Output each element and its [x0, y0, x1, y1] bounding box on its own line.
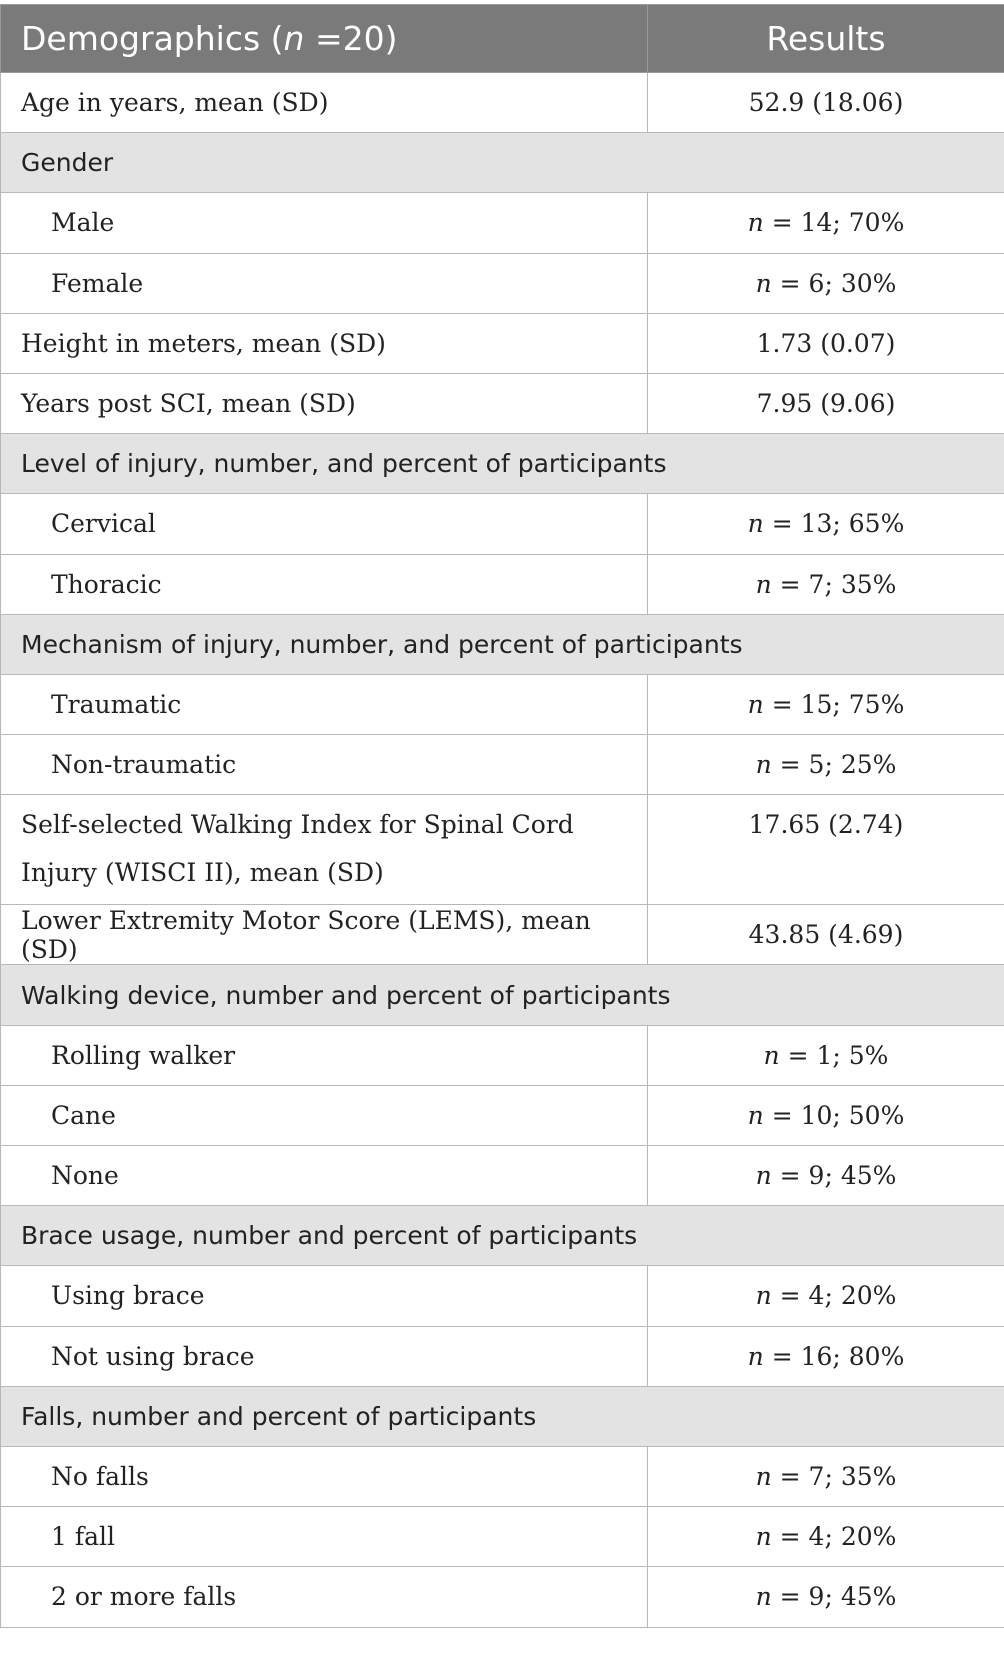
section-header-row [1, 434, 1004, 494]
section-header-label: Walking device, number and percent of participants [1, 965, 1004, 1025]
value-count-percent: = 4; 20% [771, 1522, 897, 1552]
table-row [1, 795, 1004, 905]
table-row [1, 1085, 1004, 1145]
row-value: 17.65 (2.74) [648, 795, 1004, 905]
row-label: No falls [1, 1446, 648, 1506]
value-count-percent: = 14; 70% [763, 208, 905, 238]
header-demographics [1, 5, 648, 73]
table-row [1, 73, 1004, 133]
value-count-percent: = 4; 20% [771, 1281, 897, 1311]
section-header-label: Level of injury, number, and percent of participants [1, 434, 1004, 494]
row-label: Cervical [1, 494, 648, 554]
value-count-percent: = 5; 25% [771, 750, 897, 780]
row-label: Height in meters, mean (SD) [1, 313, 648, 373]
section-header-row [1, 1386, 1004, 1446]
section-header-label: Gender [1, 133, 1004, 193]
table-body [1, 73, 1004, 1628]
row-label: Traumatic [1, 674, 648, 734]
value-n-italic: n [755, 1462, 772, 1492]
row-value [648, 193, 1004, 253]
section-header-label: Brace usage, number and percent of participants [1, 1206, 1004, 1266]
row-value [648, 1025, 1004, 1085]
section-header-row [1, 1206, 1004, 1266]
row-label: None [1, 1146, 648, 1206]
row-value [648, 1507, 1004, 1567]
row-label: Years post SCI, mean (SD) [1, 373, 648, 433]
table-row [1, 1146, 1004, 1206]
value-count-percent: = 9; 45% [771, 1161, 897, 1191]
row-value: 52.9 (18.06) [648, 73, 1004, 133]
table-row [1, 674, 1004, 734]
value-n-italic: n [747, 208, 764, 238]
value-n-italic: n [747, 509, 764, 539]
value-count-percent: = 7; 35% [771, 1462, 897, 1492]
row-label: Using brace [1, 1266, 648, 1326]
value-n-italic: n [747, 689, 764, 719]
row-value: 43.85 (4.69) [648, 905, 1004, 965]
section-header-row [1, 614, 1004, 674]
section-header-label: Falls, number and percent of participants [1, 1386, 1004, 1446]
table-row [1, 494, 1004, 554]
table-row [1, 1266, 1004, 1326]
row-label: Non-traumatic [1, 735, 648, 795]
section-header-label: Mechanism of injury, number, and percent of participants [1, 614, 1004, 674]
row-label: Self-selected Walking Index for Spinal Cord Injury (WISCI II), mean (SD) [1, 795, 648, 905]
value-n-italic: n [747, 1100, 764, 1130]
table-row [1, 253, 1004, 313]
value-n-italic: n [755, 1281, 772, 1311]
header-demographics-suffix: =20) [304, 19, 398, 58]
value-n-italic: n [747, 1341, 764, 1371]
row-value [648, 494, 1004, 554]
header-row [1, 5, 1004, 73]
row-label: 2 or more falls [1, 1567, 648, 1627]
row-value: 7.95 (9.06) [648, 373, 1004, 433]
table-row [1, 1446, 1004, 1506]
value-count-percent: = 9; 45% [771, 1582, 897, 1612]
value-n-italic: n [755, 569, 772, 599]
row-label: 1 fall [1, 1507, 648, 1567]
value-count-percent: = 7; 35% [771, 569, 897, 599]
demographics-table [0, 4, 1004, 1628]
header-results: Results [648, 5, 1004, 73]
row-label: Age in years, mean (SD) [1, 73, 648, 133]
value-n-italic: n [755, 1522, 772, 1552]
header-demographics-prefix: Demographics ( [21, 19, 284, 58]
table-row [1, 554, 1004, 614]
row-value [648, 253, 1004, 313]
header-n-italic: n [283, 19, 305, 58]
row-value [648, 735, 1004, 795]
value-count-percent: = 1; 5% [779, 1040, 889, 1070]
row-value: 1.73 (0.07) [648, 313, 1004, 373]
row-value [648, 1085, 1004, 1145]
table-row [1, 193, 1004, 253]
value-n-italic: n [755, 268, 772, 298]
row-label: Male [1, 193, 648, 253]
value-count-percent: = 6; 30% [771, 268, 897, 298]
value-count-percent: = 16; 80% [763, 1341, 905, 1371]
row-label: Cane [1, 1085, 648, 1145]
table-row [1, 1025, 1004, 1085]
row-value [648, 1567, 1004, 1627]
row-value [648, 1146, 1004, 1206]
value-count-percent: = 15; 75% [763, 689, 905, 719]
value-count-percent: = 10; 50% [763, 1100, 905, 1130]
row-value [648, 1446, 1004, 1506]
row-label: Thoracic [1, 554, 648, 614]
table-row [1, 373, 1004, 433]
row-value [648, 674, 1004, 734]
row-label: Lower Extremity Motor Score (LEMS), mean (SD) [1, 905, 648, 965]
table-row [1, 1567, 1004, 1627]
table-row [1, 313, 1004, 373]
row-label: Rolling walker [1, 1025, 648, 1085]
table-row [1, 1507, 1004, 1567]
row-label: Not using brace [1, 1326, 648, 1386]
row-value [648, 1266, 1004, 1326]
table-row [1, 905, 1004, 965]
value-n-italic: n [763, 1040, 780, 1070]
row-value [648, 1326, 1004, 1386]
value-n-italic: n [755, 750, 772, 780]
value-count-percent: = 13; 65% [763, 509, 905, 539]
table-row [1, 735, 1004, 795]
value-n-italic: n [755, 1161, 772, 1191]
section-header-row [1, 965, 1004, 1025]
row-label: Female [1, 253, 648, 313]
value-n-italic: n [755, 1582, 772, 1612]
section-header-row [1, 133, 1004, 193]
row-value [648, 554, 1004, 614]
table-row [1, 1326, 1004, 1386]
table-header [1, 5, 1004, 73]
